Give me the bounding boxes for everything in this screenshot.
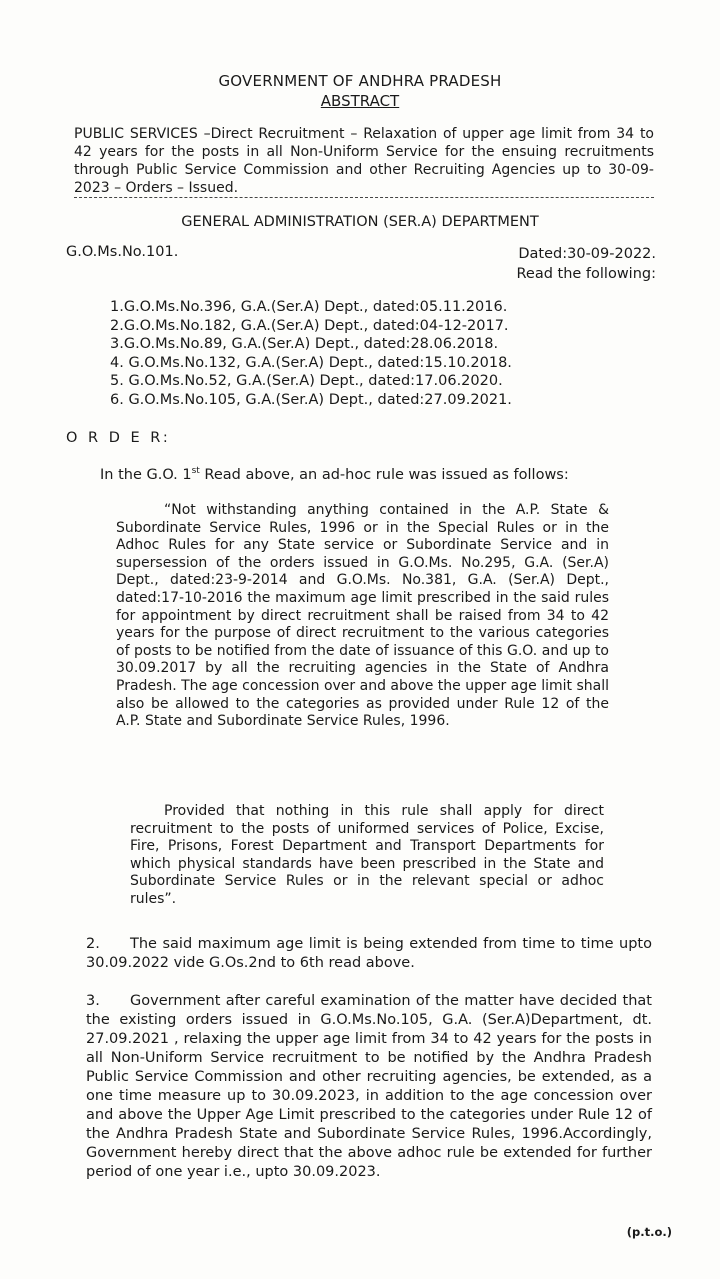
- paragraph-text: The said maximum age limit is being extended from time to time upto 30.09.2022 vide G.Os.2nd to 6th read above.: [86, 936, 652, 971]
- paragraph-2: [86, 935, 652, 973]
- reference-item: 6. G.O.Ms.No.105, G.A.(Ser.A) Dept., dated:27.09.2021.: [110, 391, 512, 408]
- department-heading: GENERAL ADMINISTRATION (SER.A) DEPARTMENT: [181, 214, 539, 230]
- go-number: G.O.Ms.No.101.: [66, 244, 179, 260]
- dashed-divider: [74, 197, 654, 198]
- subject-text: PUBLIC SERVICES –Direct Recruitment – Relaxation of upper age limit from 34 to 42 years for the posts in all Non-Uniform Service for the ensuing recruitments through Public Service Commission and other Recruiting Agencies up to 30-09-2023 – Orders – Issued.: [74, 126, 654, 196]
- quoted-rule: “Not withstanding anything contained in the A.P. State & Subordinate Service Rules, 1996 or in the Special Rules or in the Adhoc Rules for any State service or Subordinate Service and in supersession of the orders issued in G.O.Ms. No.295, G.A. (Ser.A) Dept., dated:23-9-2014 and G.O.Ms. No.381, G.A. (Ser.A) Dept., dated:17-10-2016 the maximum age limit prescribed in the said rules for appointment by direct recruitment shall be raised from 34 to 42 years for the purpose of direct recruitment to the various categories of posts to be notified from the date of issuance of this G.O. and up to 30.09.2017 by all the recruiting agencies in the State of Andhra Pradesh. The age concession over and above the upper age limit shall also be allowed to the categories as provided under Rule 12 of the A.P. State and Subordinate Service Rules, 1996.: [116, 502, 609, 730]
- paragraph-3: [86, 992, 652, 1182]
- reference-item: 3.G.O.Ms.No.89, G.A.(Ser.A) Dept., dated:28.06.2018.: [110, 336, 499, 352]
- abstract-heading: [0, 92, 720, 110]
- date-block: [516, 244, 656, 284]
- reference-item: 4. G.O.Ms.No.132, G.A.(Ser.A) Dept., dated:15.10.2018.: [110, 354, 512, 371]
- paragraph-number: 3.: [86, 993, 100, 1009]
- government-title: GOVERNMENT OF ANDHRA PRADESH: [218, 72, 502, 90]
- paragraph-text: Government after careful examination of the matter have decided that the existing orders issued in G.O.Ms.No.105, G.A. (Ser.A)Department, dt. 27.09.2021 , relaxing the upper age limit from 34 to 42 years for the posts in all Non-Uniform Service recruitment to be notified by the Andhra Pradesh Public Service Commission and other recruiting agencies, be extended, as a one time measure up to 30.09.2023, in addition to the age concession over and above the Upper Age Limit prescribed to the categories under Rule 12 of the Andhra Pradesh State and Subordinate Service Rules, 1996.Accordingly, Government hereby direct that the above adhoc rule be extended for further period of one year i.e., upto 30.09.2023.: [86, 993, 652, 1180]
- intro-superscript: st: [191, 466, 200, 476]
- reference-list: [110, 298, 512, 409]
- reference-item: 5. G.O.Ms.No.52, G.A.(Ser.A) Dept., dated:17.06.2020.: [110, 373, 503, 389]
- intro-after: Read above, an ad-hoc rule was issued as follows:: [199, 466, 569, 483]
- intro-text: [100, 466, 569, 483]
- dated-text: Dated:30-09-2022.: [518, 246, 656, 262]
- reference-item: 1.G.O.Ms.No.396, G.A.(Ser.A) Dept., dated:05.11.2016.: [110, 299, 508, 315]
- order-heading: O R D E R:: [66, 430, 171, 446]
- abstract-label: ABSTRACT: [320, 92, 400, 110]
- read-following-text: Read the following:: [516, 266, 656, 282]
- intro-before: In the G.O. 1: [100, 466, 192, 483]
- paragraph-number: 2.: [86, 936, 100, 952]
- page-turn-note: (p.t.o.): [626, 1225, 672, 1239]
- quoted-proviso: Provided that nothing in this rule shall apply for direct recruitment to the posts of uniformed services of Police, Excise, Fire, Prisons, Forest Department and Transport Departments for which physical standards have been prescribed in the State and Subordinate Service Rules or in the relevant special or adhoc rules”.: [130, 803, 604, 907]
- reference-item: 2.G.O.Ms.No.182, G.A.(Ser.A) Dept., dated:04-12-2017.: [110, 317, 509, 334]
